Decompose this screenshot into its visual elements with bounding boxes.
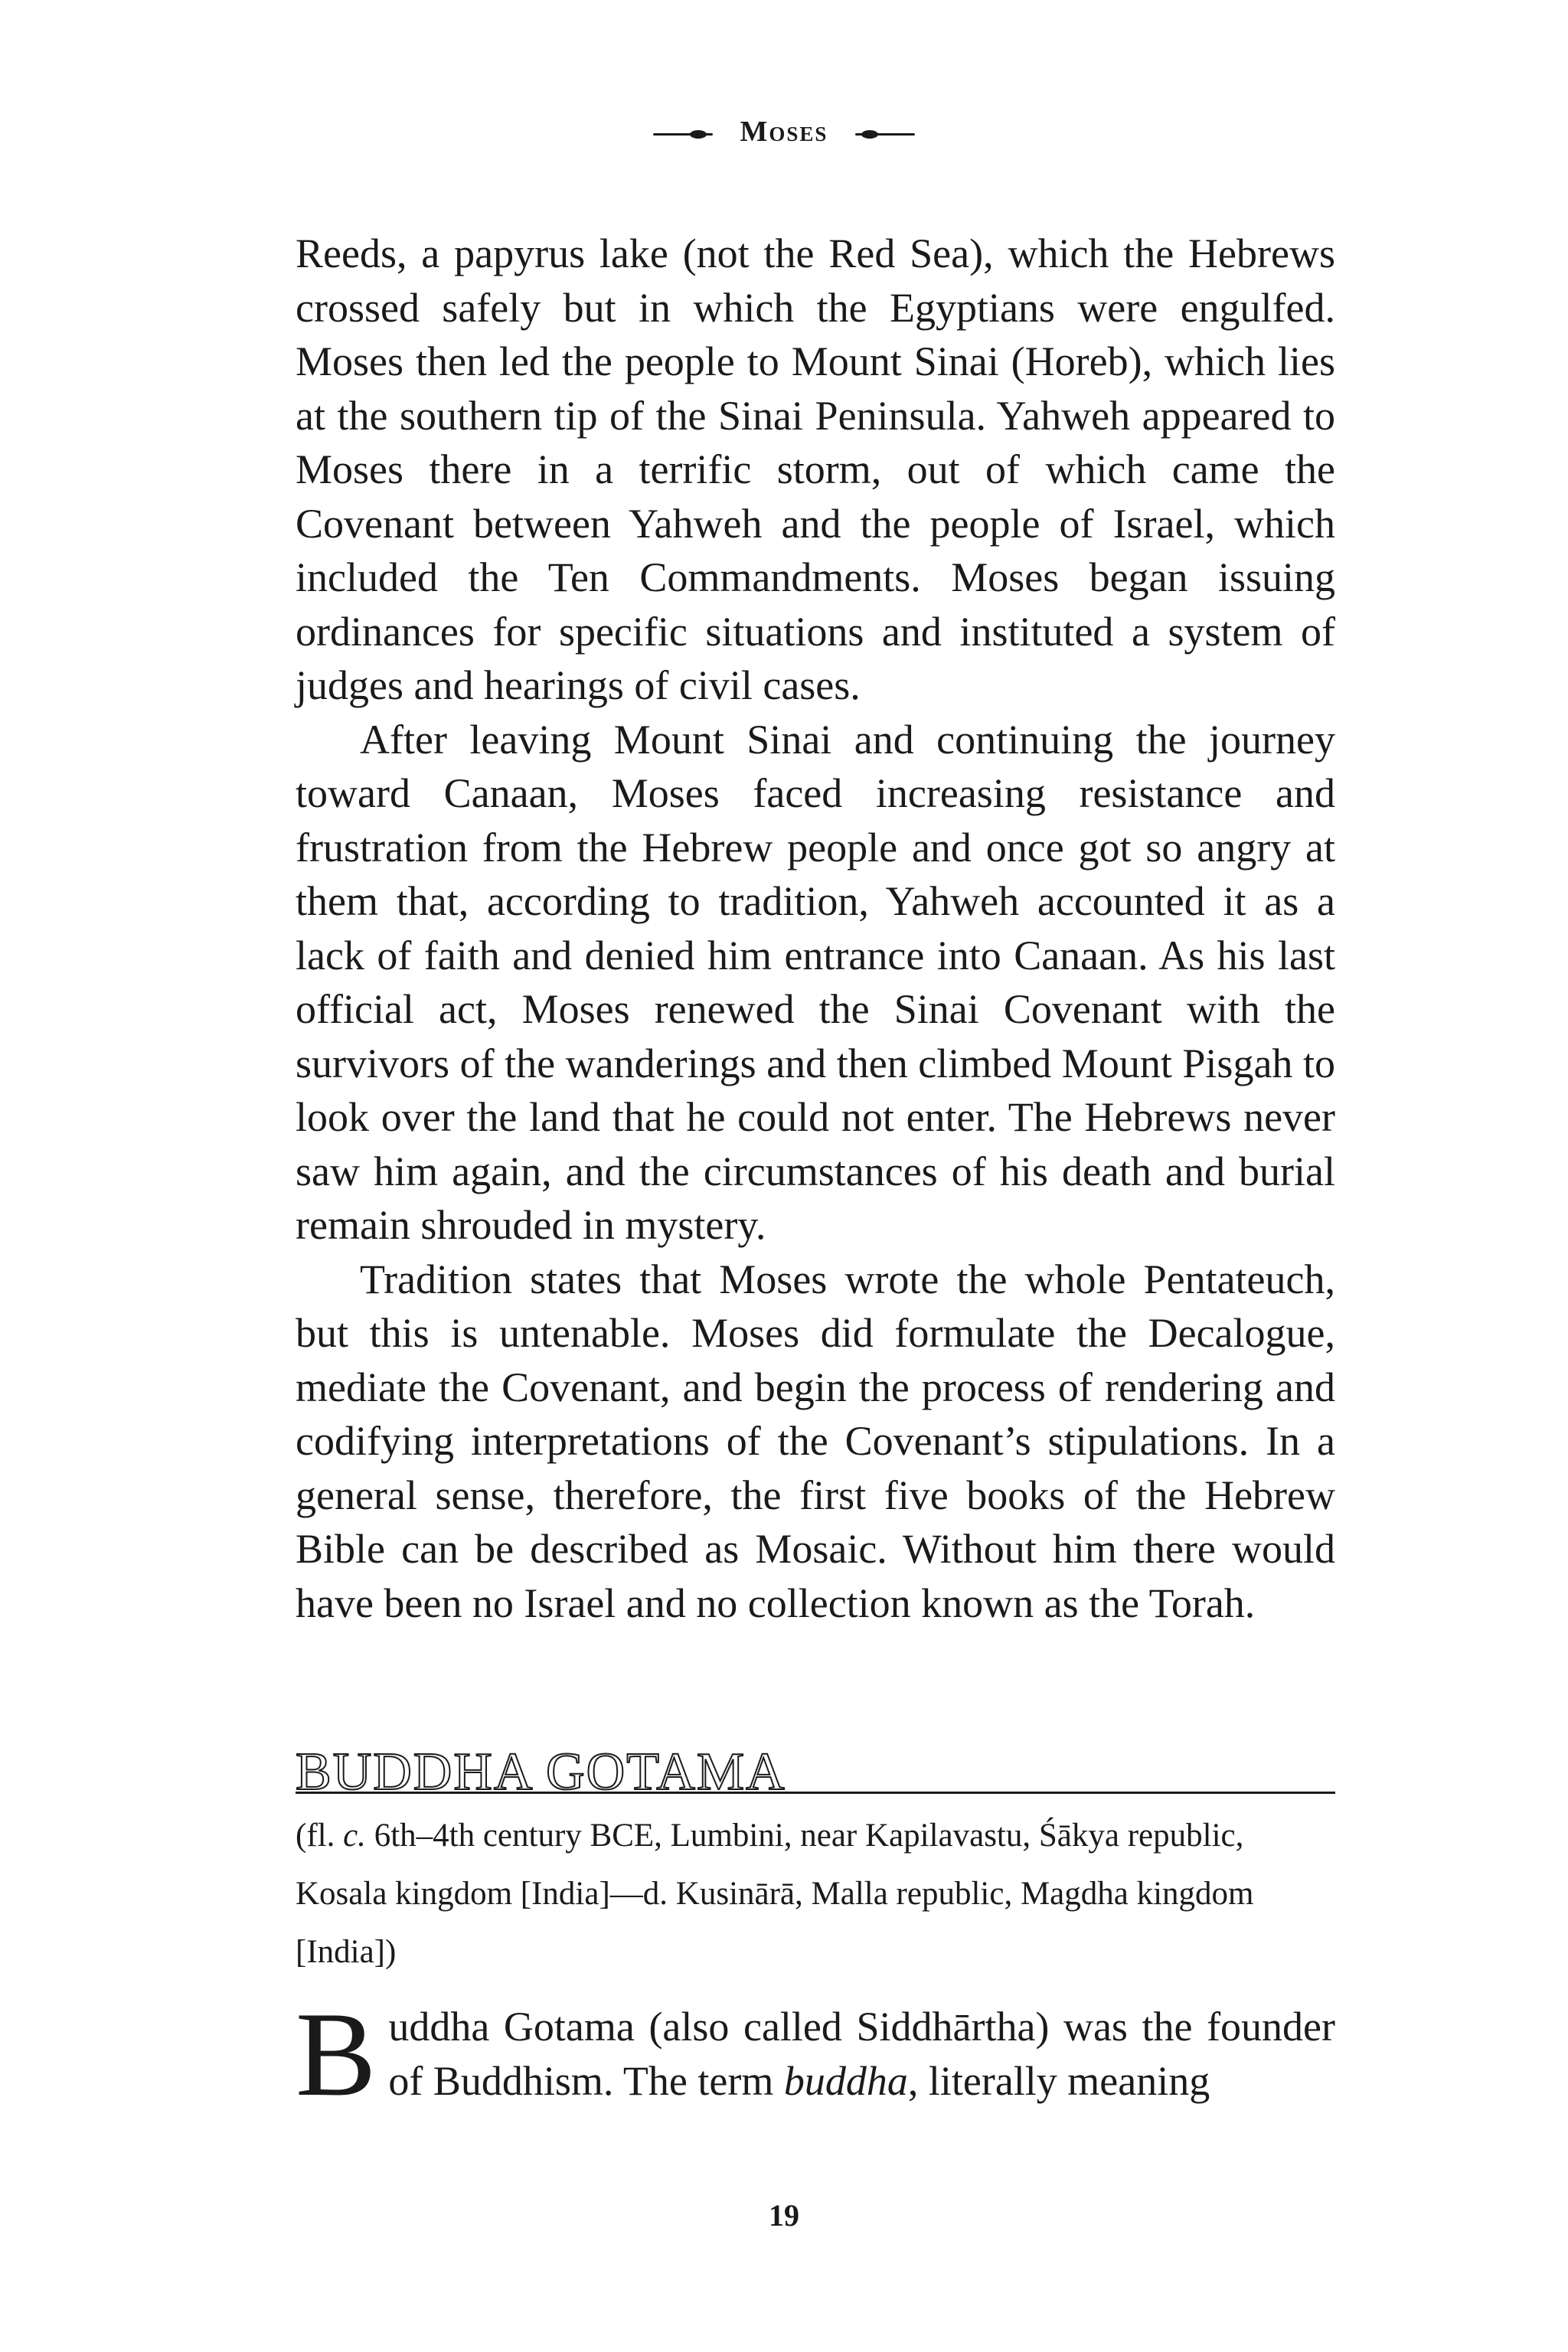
dates-prefix: (fl. <box>296 1818 344 1854</box>
section-title: BUDDHA GOTAMA <box>296 1743 786 1802</box>
header-ornament-right <box>855 133 915 136</box>
running-header <box>0 115 1568 149</box>
section-heading <box>296 1738 1335 1802</box>
dates-text: 6th–4th century BCE, Lumbini, near Kapilavastu, Śākya republic, Kosala kingdom [India]—d. Kusinārā, Malla republic, Magdha kingdom [India]) <box>296 1818 1254 1970</box>
section-opening <box>296 1988 1335 2122</box>
header-ornament-left <box>653 133 713 136</box>
body-text <box>296 227 1335 1630</box>
opening-term: buddha <box>783 2057 908 2104</box>
opening-text-end: , literally meaning <box>907 2057 1210 2104</box>
paragraph: Reeds, a papyrus lake (not the Red Sea), which the Hebrews crossed safely but in which the Egyptians were engulfed. Moses then led the people to Mount Sinai (Horeb), which lies at the southern tip of the Sinai Peninsula. Yahweh appeared to Moses there in a terrific storm, out of which came the Covenant between Yahweh and the people of Israel, which included the Ten Commandments. Moses began issuing ordinances for specific situations and instituted a system of judges and hearings of civil cases. <box>296 230 1335 708</box>
opening-text: uddha Gotama (also called Siddhārtha) was the founder of Buddhism. The term <box>388 2004 1335 2104</box>
page-number: 19 <box>769 2198 799 2233</box>
paragraph: Tradition states that Moses wrote the whole Pentateuch, but this is untenable. Moses did formulate the Decalogue, mediate the Covenant, and begin the process of rendering and codifying interpretations of the Covenant’s stipulations. In a general sense, therefore, the first five books of the Hebrew Bible can be described as Mosaic. Without him there would have been no Israel and no collection known as the Torah. <box>296 1256 1335 1626</box>
running-title: Moses <box>740 116 828 148</box>
biographical-dates <box>296 1807 1335 1981</box>
drop-cap: B <box>296 1988 377 2122</box>
dates-circa: c. <box>343 1818 366 1854</box>
paragraph: After leaving Mount Sinai and continuing the journey toward Canaan, Moses faced increasing resistance and frustration from the Hebrew people and once got so angry at them that, according to tradition, Yahweh accounted it as a lack of faith and denied him entrance into Canaan. As his last official act, Moses renewed the Sinai Covenant with the survivors of the wanderings and then climbed Mount Pisgah to look over the land that he could not enter. The Hebrews never saw him again, and the circumstances of his death and burial remain shrouded in mystery. <box>296 716 1335 1248</box>
opening-paragraph <box>296 1988 1335 2122</box>
